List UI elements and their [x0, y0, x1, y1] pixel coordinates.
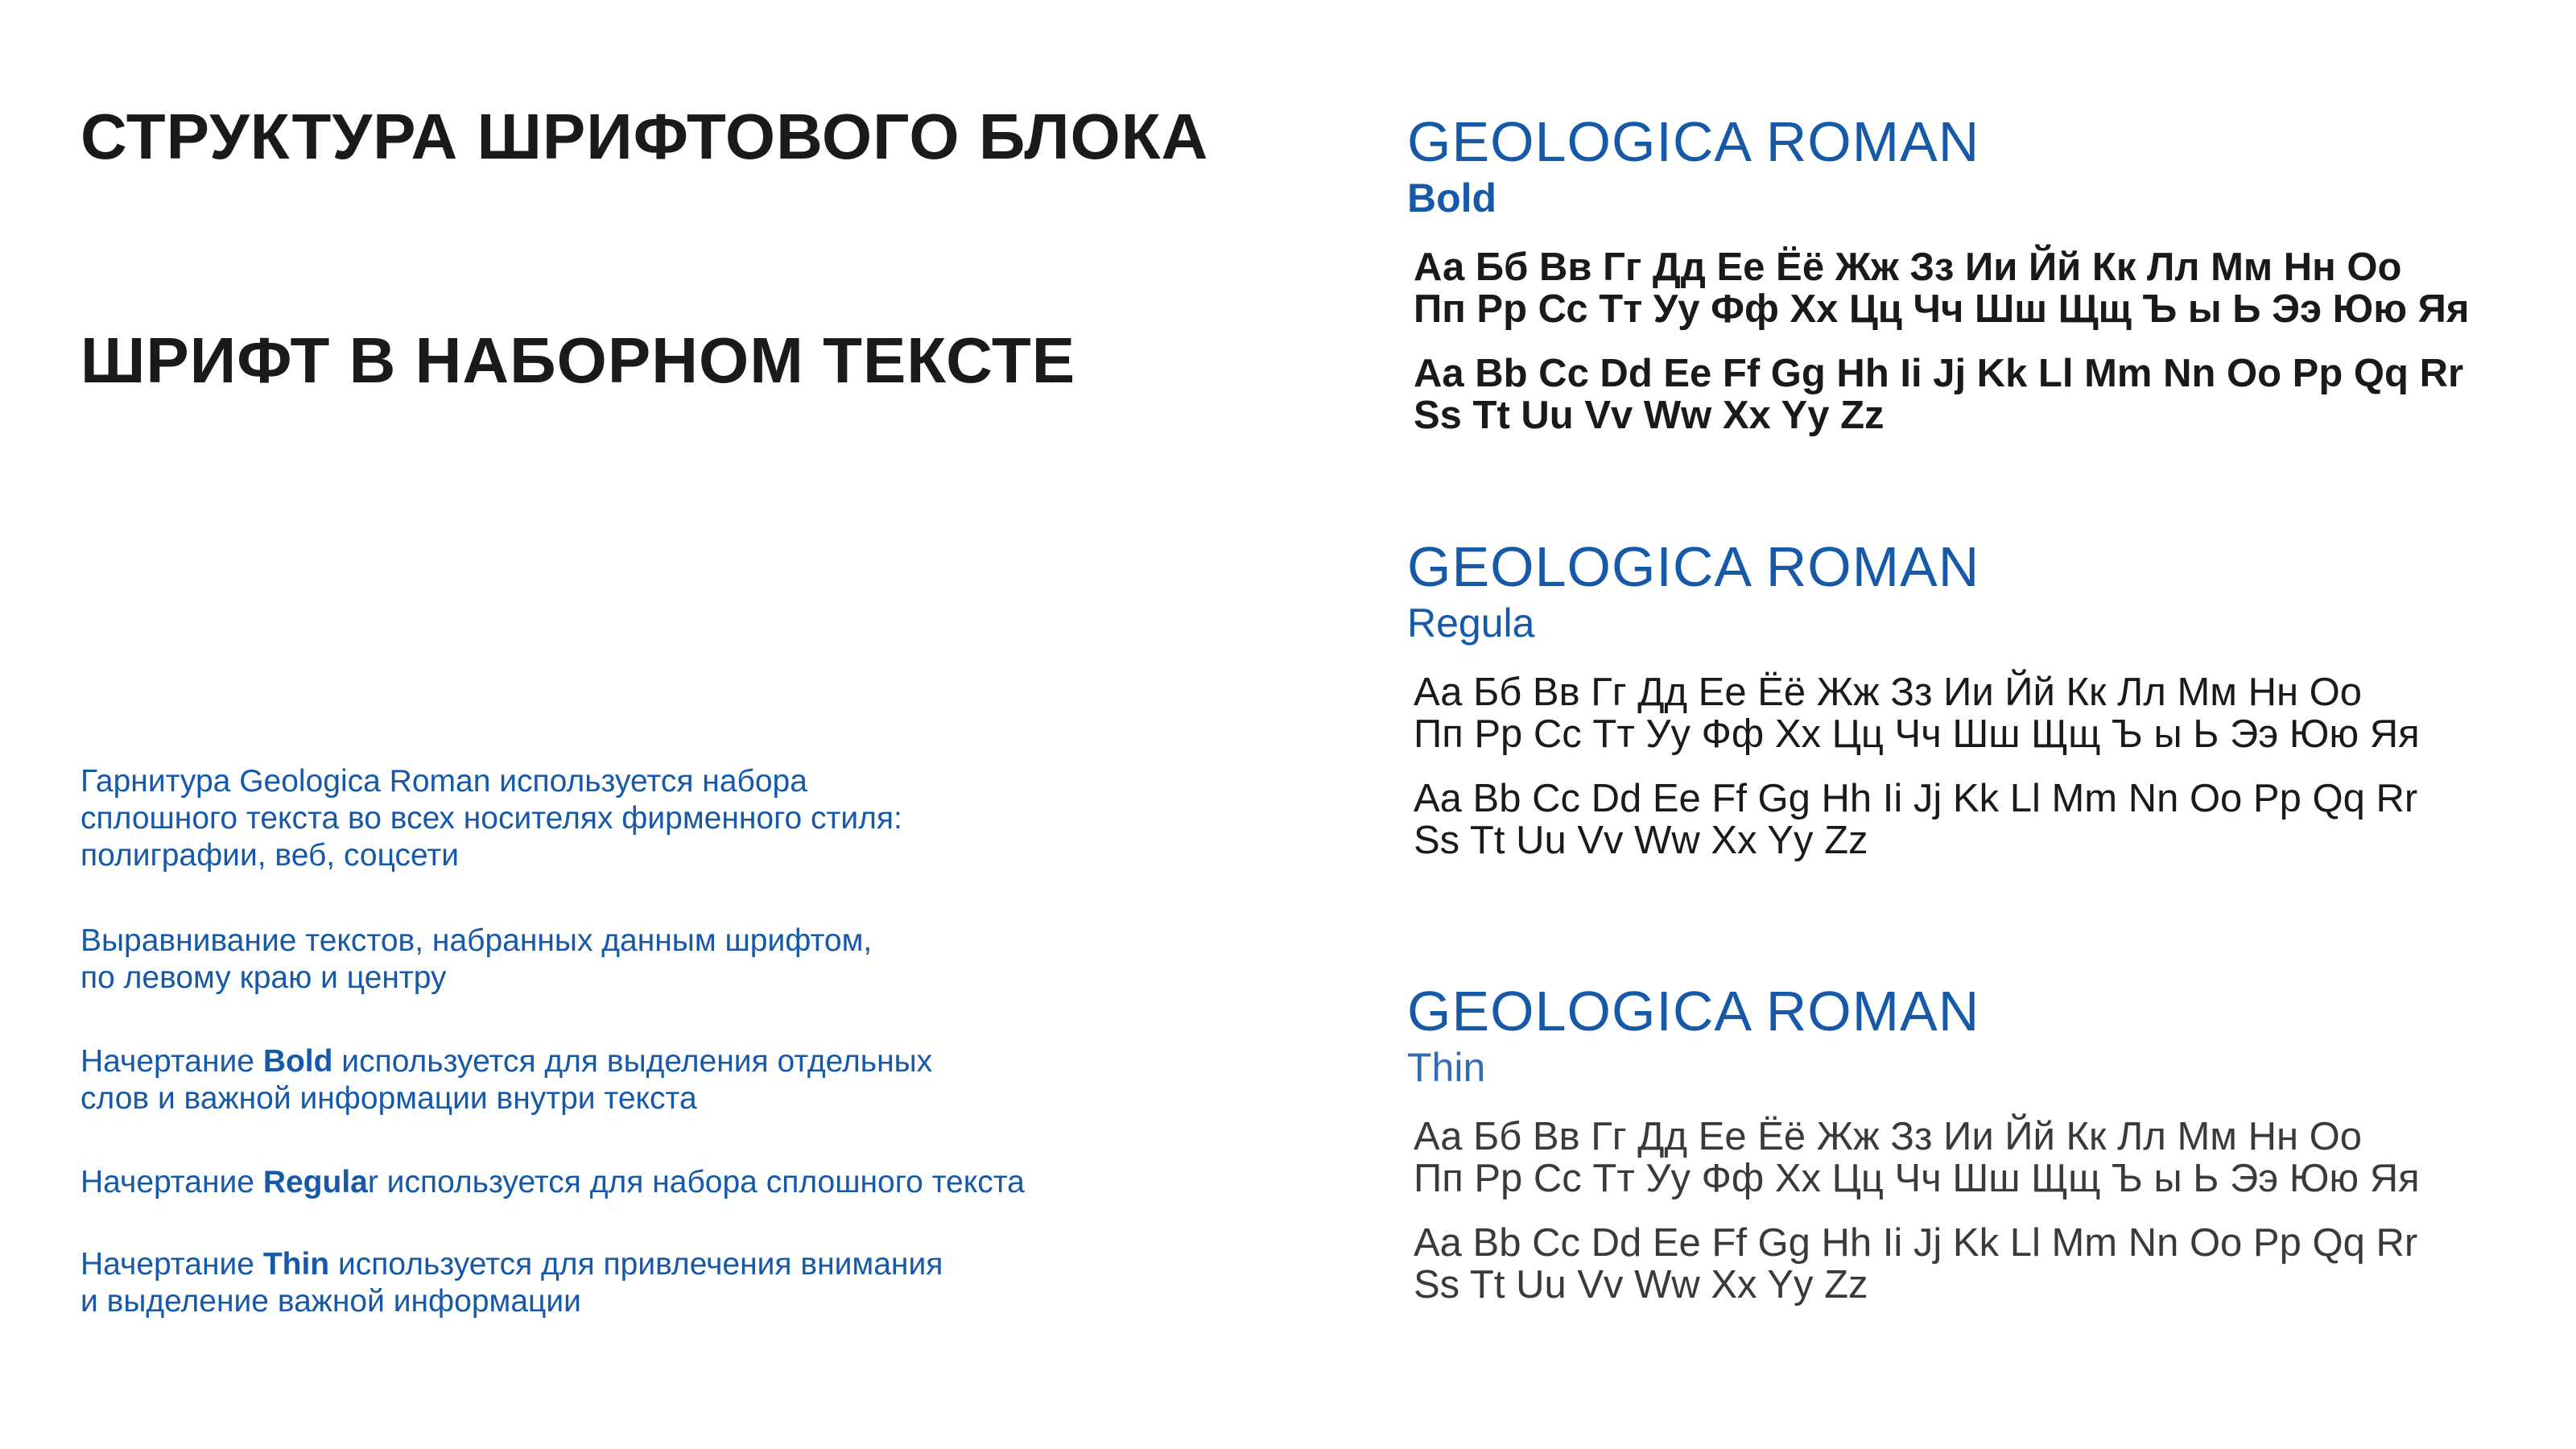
alphabet-line: Аа Бб Вв Гг Дд Ее Ёё Жж Зз Ии Йй Кк Лл Мм Нн Оо [1414, 671, 2363, 714]
heading-font-in-typeset-text: ШРИФТ В НАБОРНОМ ТЕКСТЕ [80, 324, 1076, 396]
note-text: Начертание [80, 1044, 263, 1079]
latin-alphabet [1407, 353, 2550, 436]
alphabet-line: Ss Tt Uu Vv Ww Xx Yy Zz [1414, 394, 1885, 437]
alphabet-line: Пп Рр Сс Тт Уу Фф Хх Цц Чч Шш Щщ Ъ ы Ь Ээ Юю Яя [1414, 1157, 2420, 1200]
note-text: Начертание [80, 1247, 263, 1282]
font-specimen-bold [1407, 109, 2550, 436]
font-name: GEOLOGICA ROMAN [1407, 535, 1980, 598]
note-line: сплошного текста во всех носителях фирменного стиля: [80, 801, 902, 836]
alphabet-line: Пп Рр Сс Тт Уу Фф Хх Цц Чч Шш Щщ Ъ ы Ь Ээ Юю Яя [1414, 712, 2420, 756]
alphabet-line: Ss Tt Uu Vv Ww Xx Yy Zz [1414, 819, 1868, 862]
alphabet-line: Aa Bb Cc Dd Ee Ff Gg Hh Ii Jj Kk Ll Mm Nn Oo Pp Qq Rr [1414, 1221, 2418, 1265]
note-typeface-usage [80, 763, 1143, 874]
latin-alphabet [1407, 1222, 2550, 1306]
cyrillic-alphabet [1407, 671, 2550, 755]
note-line: и выделение важной информации [80, 1284, 581, 1319]
note-line: полиграфии, веб, соцсети [80, 838, 460, 873]
font-name: GEOLOGICA ROMAN [1407, 110, 1980, 173]
alphabet-line: Аа Бб Вв Гг Дд Ее Ёё Жж Зз Ии Йй Кк Лл Мм Нн Оо [1414, 246, 2402, 289]
alphabet-line: Аа Бб Вв Гг Дд Ее Ёё Жж Зз Ии Йй Кк Лл Мм Нн Оо [1414, 1115, 2363, 1158]
heading-font-block-structure: СТРУКТУРА ШРИФТОВОГО БЛОКА [80, 101, 1209, 172]
font-name: GEOLOGICA ROMAN [1407, 980, 1980, 1042]
alphabet-line: Aa Bb Cc Dd Ee Ff Gg Hh Ii Jj Kk Ll Mm Nn Oo Pp Qq Rr [1414, 352, 2464, 395]
note-regular-usage [80, 1164, 1143, 1201]
font-specimen-thin [1407, 979, 2550, 1306]
note-line: Выравнивание текстов, набранных данным шрифтом, [80, 923, 873, 958]
font-specimen-regular [1407, 535, 2550, 861]
alphabet-line: Пп Рр Сс Тт Уу Фф Хх Цц Чч Шш Щщ Ъ ы Ь Ээ Юю Яя [1414, 287, 2470, 331]
latin-alphabet [1407, 778, 2550, 861]
alphabet-line: Ss Tt Uu Vv Ww Xx Yy Zz [1414, 1263, 1868, 1307]
note-thin-usage [80, 1246, 1143, 1320]
alphabet-line: Aa Bb Cc Dd Ee Ff Gg Hh Ii Jj Kk Ll Mm Nn Oo Pp Qq Rr [1414, 777, 2418, 820]
note-emphasis: Bold [262, 1044, 333, 1079]
note-text: используется для привлечения внимания [329, 1247, 943, 1282]
note-line: слов и важной информации внутри текста [80, 1081, 697, 1116]
note-emphasis: Regula [262, 1165, 368, 1199]
usage-notes [80, 763, 1143, 1320]
note-text: используется для выделения отдельных [332, 1044, 933, 1079]
note-bold-usage [80, 1043, 1143, 1117]
font-weight-label: Thin [1407, 1045, 1486, 1090]
note-line: по левому краю и центру [80, 960, 447, 995]
font-weight-label: Regula [1407, 601, 1535, 646]
cyrillic-alphabet [1407, 246, 2550, 330]
note-line: Гарнитура Geologica Roman используется набора [80, 764, 807, 799]
note-text-alignment [80, 923, 1143, 997]
note-text: Начертание [80, 1165, 263, 1199]
cyrillic-alphabet [1407, 1116, 2550, 1199]
font-weight-label: Bold [1407, 175, 1497, 221]
note-text: r используется для набора сплошного текста [367, 1165, 1025, 1199]
note-emphasis: Thin [262, 1247, 330, 1282]
